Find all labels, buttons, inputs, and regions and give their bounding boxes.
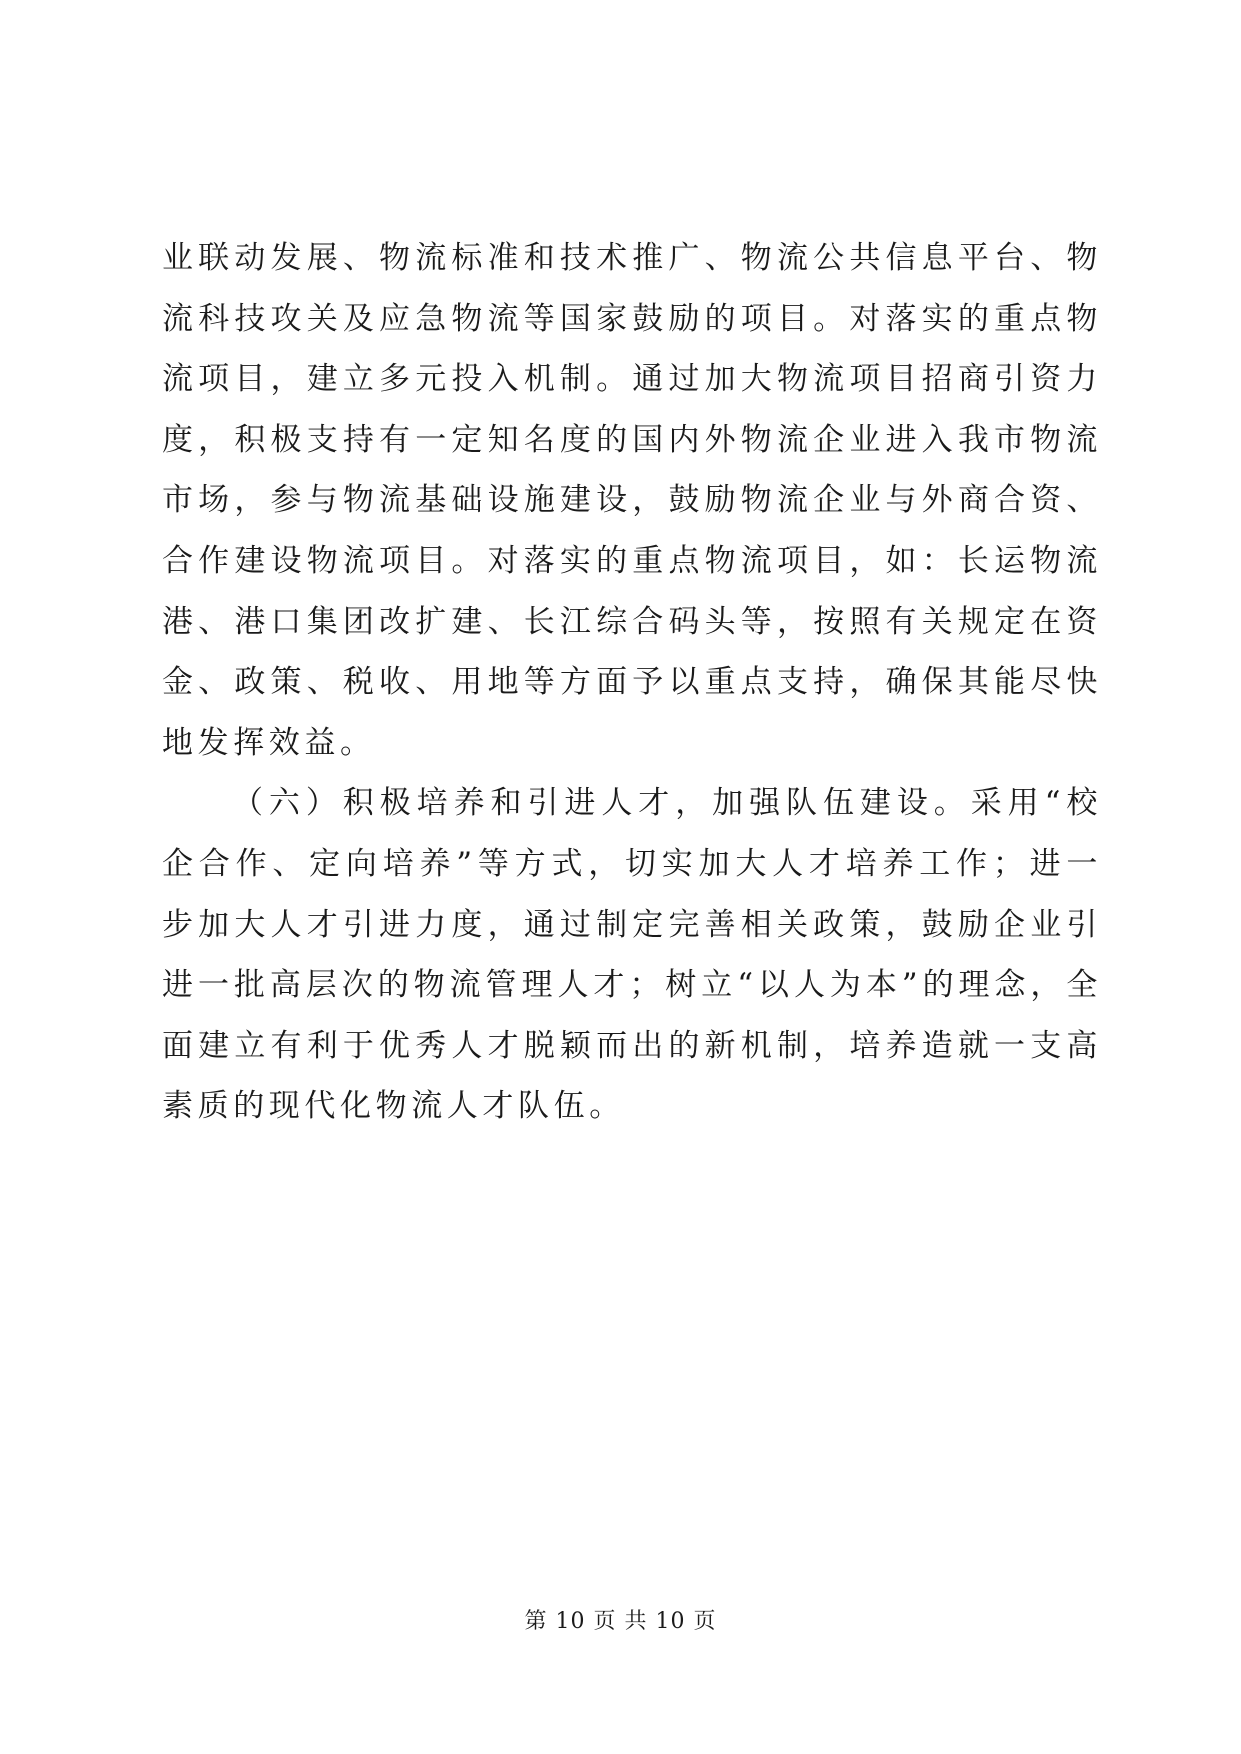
paragraph-section-six: （六）积极培养和引进人才，加强队伍建设。采用“校企合作、定向培养”等方式，切实加大人才培养工作；进一步加大人才引进力度，通过制定完善相关政策，鼓励企业引进一批高层次的物流管理人才；树立“以人为本”的理念，全面建立有利于优秀人才脱颖而出的新机制，培养造就一支高素质的现代化物流人才队伍。	[162, 785, 1102, 1125]
document-body	[162, 228, 1102, 1137]
page-number-label: 第 10 页 共 10 页	[524, 1609, 717, 1634]
page-footer	[0, 1604, 1241, 1635]
paragraph-continuation: 业联动发展、物流标准和技术推广、物流公共信息平台、物流科技攻关及应急物流等国家鼓励的项目。对落实的重点物流项目，建立多元投入机制。通过加大物流项目招商引资力度，积极支持有一定知名度的国内外物流企业进入我市物流市场，参与物流基础设施建设，鼓励物流企业与外商合资、合作建设物流项目。对落实的重点物流项目，如：长运物流港、港口集团改扩建、长江综合码头等，按照有关规定在资金、政策、税收、用地等方面予以重点支持，确保其能尽快地发挥效益。	[162, 240, 1102, 761]
